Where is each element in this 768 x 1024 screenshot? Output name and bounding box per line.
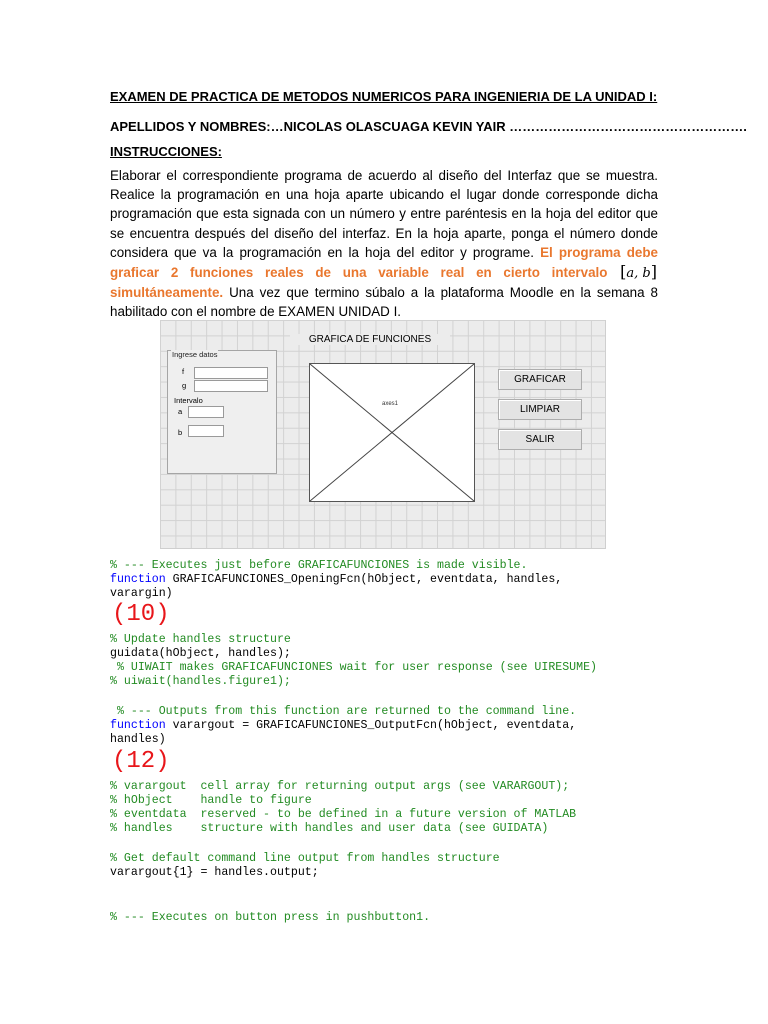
code-comment-pushbutton: % --- Executes on button press in pushbutton1. <box>110 911 431 924</box>
code-comment-handles: % handles structure with handles and user data (see GUIDATA) <box>110 822 549 835</box>
keyword-function: function <box>110 573 166 586</box>
instructions-text-2: Una vez que termino súbalo a la plataforma Moodle en la semana 8 habilitado con el nombre de EXAMEN UNIDAD I. <box>110 285 658 320</box>
code-handles: handles) <box>110 733 166 746</box>
axes-placeholder <box>309 363 475 502</box>
label-a: a <box>178 407 183 416</box>
label-b: b <box>178 428 183 437</box>
code-comment-uiwait-call: % uiwait(handles.figure1); <box>110 675 291 688</box>
instructions-paragraph <box>110 166 658 322</box>
gui-design-figure <box>160 320 606 549</box>
limpiar-button[interactable]: LIMPIAR <box>498 399 582 420</box>
interval-sep: , <box>634 266 643 282</box>
exam-title: EXAMEN DE PRACTICA DE METODOS NUMERICOS PARA INGENIERIA DE LA UNIDAD I: <box>110 89 658 104</box>
input-g[interactable] <box>194 380 268 392</box>
salir-button[interactable]: SALIR <box>498 429 582 450</box>
instructions-heading: INSTRUCCIONES: <box>110 144 222 159</box>
interval-notation: [a, b] <box>620 262 657 282</box>
code-comment-hobject: % hObject handle to figure <box>110 794 312 807</box>
interval-b: b <box>642 266 651 282</box>
marker-10: (10) <box>112 601 170 628</box>
keyword-function-2: function <box>110 719 166 732</box>
input-panel <box>167 350 277 474</box>
code-output-signature: varargout = GRAFICAFUNCIONES_OutputFcn(hObject, eventdata, <box>165 719 577 732</box>
code-guidata: guidata(hObject, handles); <box>110 647 291 660</box>
code-varargout-assign: varargout{1} = handles.output; <box>110 866 319 879</box>
code-opening-signature: GRAFICAFUNCIONES_OpeningFcn(hObject, eventdata, handles, <box>165 573 563 586</box>
code-comment-opening: % --- Executes just before GRAFICAFUNCIONES is made visible. <box>110 559 528 572</box>
input-a[interactable] <box>188 406 224 418</box>
code-comment-uiwait: % UIWAIT makes GRAFICAFUNCIONES wait for user response (see UIRESUME) <box>110 661 598 674</box>
label-g: g <box>182 381 187 390</box>
label-f: f <box>182 367 185 376</box>
instructions-text-1: Elaborar el correspondiente programa de acuerdo al diseño del Interfaz que se muestra. Realice la programación en una hoja aparte ubicando el lugar donde corresponde dicha programación que esta signada con un número y entre paréntesis en la hoja del editor que se encuentra después del diseño del interfaz. En la hoja aparte, ponga el número donde considera que va la programación en la hoja del editor y programe. <box>110 168 658 260</box>
axes-cross-lines <box>310 364 474 501</box>
axes-label: axes1 <box>381 401 398 407</box>
graficar-button[interactable]: GRAFICAR <box>498 369 582 390</box>
panel-title: Ingrese datos <box>172 350 218 359</box>
input-b[interactable] <box>188 425 224 437</box>
code-comment-eventdata: % eventdata reserved - to be defined in a future version of MATLAB <box>110 808 577 821</box>
gui-title: GRAFICA DE FUNCIONES <box>290 334 450 345</box>
instructions-highlight-2: simultáneamente. <box>110 285 224 301</box>
code-comment-outputs: % --- Outputs from this function are returned to the command line. <box>110 705 577 718</box>
code-comment-default-output: % Get default command line output from handles structure <box>110 852 500 865</box>
code-opening-function <box>110 573 562 586</box>
label-intervalo: Intervalo <box>174 396 203 405</box>
interval-a: a <box>626 266 635 282</box>
code-comment-varargout: % varargout cell array for returning output args (see VARARGOUT); <box>110 780 570 793</box>
instructions-highlight-1: El programa debe graficar 2 funciones reales de una variable real en cierto intervalo <box>110 244 658 281</box>
marker-12: (12) <box>112 748 170 775</box>
code-varargin: varargin) <box>110 587 173 600</box>
code-output-function <box>110 719 576 732</box>
code-comment-update: % Update handles structure <box>110 633 291 646</box>
student-names: APELLIDOS Y NOMBRES:…NICOLAS OLASCUAGA KEVIN YAIR ………………………………………………. <box>110 119 747 134</box>
input-f[interactable] <box>194 367 268 379</box>
